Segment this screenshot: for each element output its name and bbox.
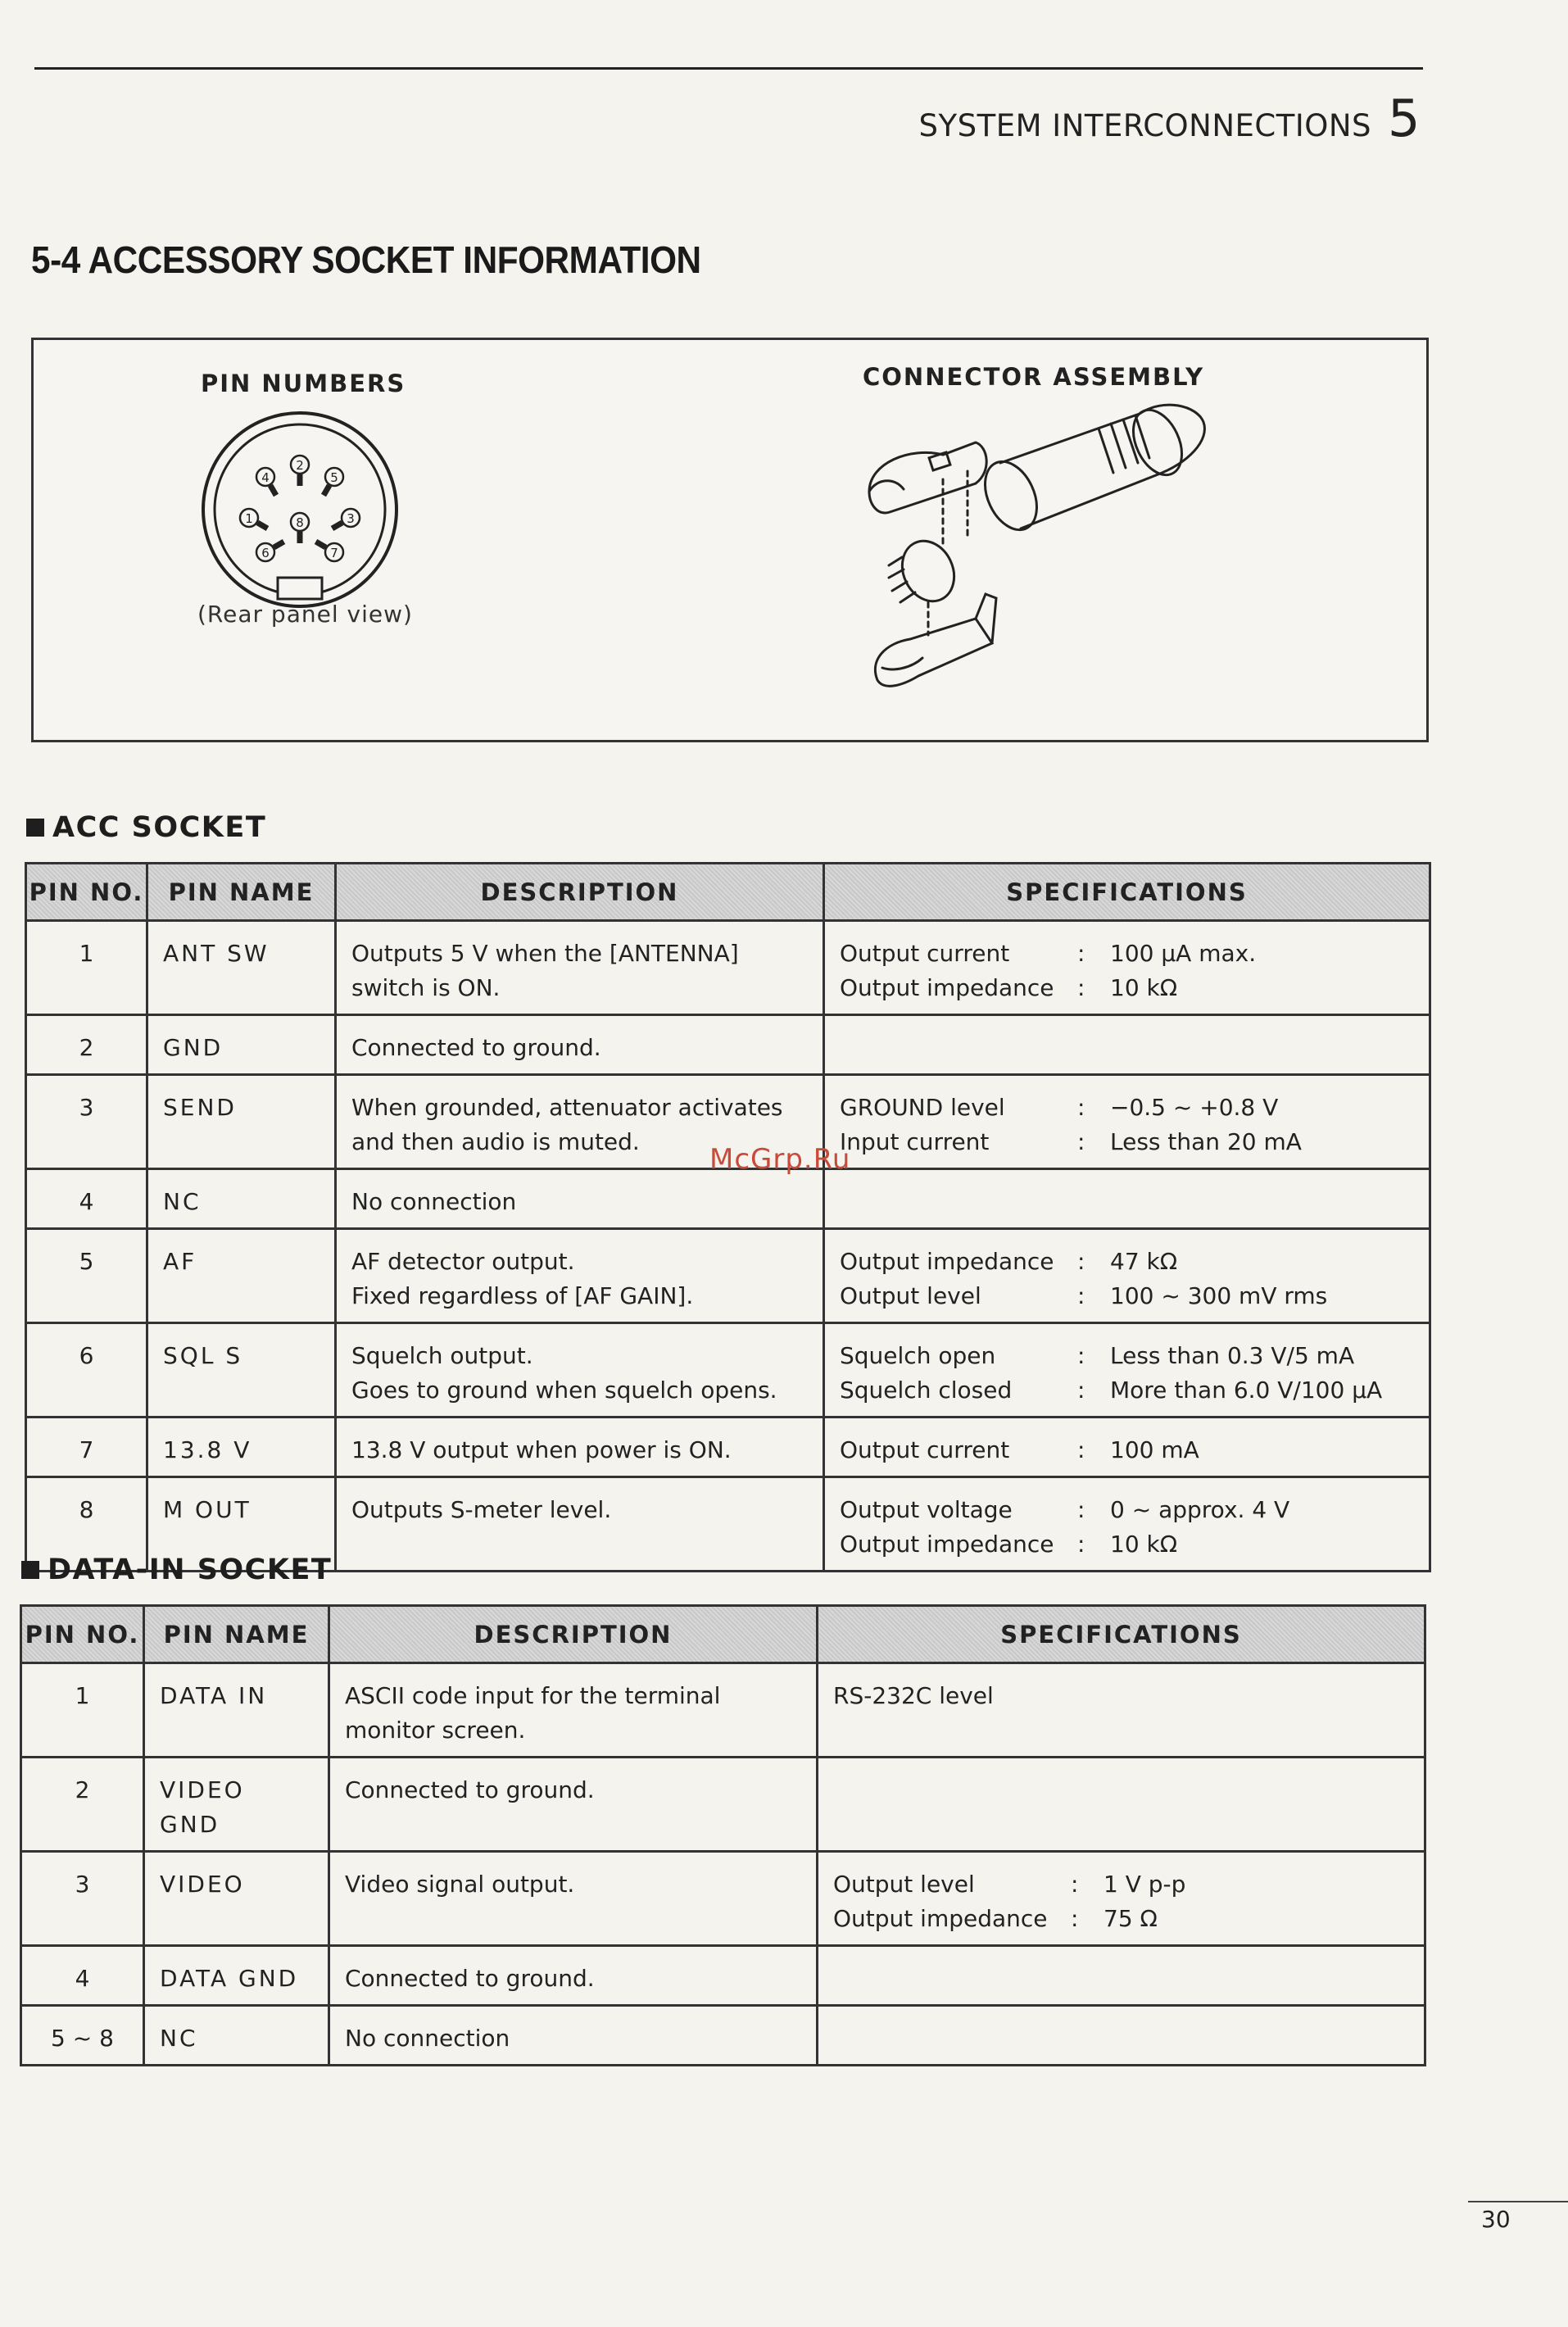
spec-colon: : xyxy=(1071,1871,1079,1898)
pin-number-cell: 8 xyxy=(26,1477,147,1572)
table-row xyxy=(26,921,1430,1015)
table-row xyxy=(26,1323,1430,1418)
spec-colon: : xyxy=(1077,1128,1085,1155)
description-line: Fixed regardless of [AF GAIN]. xyxy=(351,1282,694,1309)
description-cell xyxy=(336,921,824,1015)
spec-value: 1 V p-p xyxy=(1103,1871,1186,1898)
spec-value: 100 ~ 300 mV rms xyxy=(1110,1282,1328,1309)
square-bullet-icon xyxy=(26,819,44,837)
col-pin-no: PIN NO. xyxy=(26,864,147,921)
pin-3 xyxy=(332,509,360,528)
pin-6 xyxy=(256,542,284,561)
pin-number-cell: 2 xyxy=(21,1758,144,1852)
spec-colon: : xyxy=(1077,1342,1085,1369)
pin-number-cell: 7 xyxy=(26,1418,147,1477)
description-line: Outputs 5 V when the [ANTENNA] xyxy=(351,940,739,967)
spec-colon: : xyxy=(1077,1377,1085,1404)
din-socket-diagram xyxy=(189,399,410,620)
pin-number-cell: 6 xyxy=(26,1323,147,1418)
description-cell xyxy=(336,1418,824,1477)
description-line: Goes to ground when squelch opens. xyxy=(351,1377,777,1404)
chapter-number: 5 xyxy=(1388,88,1421,148)
spec-line xyxy=(833,1867,1409,1902)
specifications-cell xyxy=(824,1229,1430,1323)
pin-name-cell: SEND xyxy=(147,1075,336,1169)
spec-line xyxy=(840,1433,1414,1467)
table-row xyxy=(21,2006,1425,2066)
spec-line xyxy=(840,1493,1414,1527)
datain-socket-table xyxy=(20,1604,1426,2066)
spec-line xyxy=(840,1091,1414,1125)
spec-label: Output voltage xyxy=(840,1496,1013,1523)
spec-label: Output current xyxy=(840,1436,1010,1463)
specifications-cell xyxy=(818,1758,1425,1852)
specifications-cell xyxy=(818,2006,1425,2066)
description-cell xyxy=(336,1477,824,1572)
pin-number-label: 3 xyxy=(347,511,355,526)
pin-number-label: 7 xyxy=(330,546,338,560)
acc-header-row xyxy=(26,864,1430,921)
spec-line xyxy=(833,1902,1409,1936)
description-cell xyxy=(329,1663,818,1758)
description-line: Outputs S-meter level. xyxy=(351,1496,612,1523)
spec-value: −0.5 ~ +0.8 V xyxy=(1110,1094,1279,1121)
pin-number-label: 4 xyxy=(261,470,270,485)
specifications-cell xyxy=(824,1015,1430,1075)
spec-line xyxy=(840,1279,1414,1313)
pin-number-cell: 4 xyxy=(26,1169,147,1229)
spec-value: More than 6.0 V/100 μA xyxy=(1110,1377,1383,1404)
spec-label: Output level xyxy=(833,1871,975,1898)
pin-name-cell: SQL S xyxy=(147,1323,336,1418)
acc-socket-heading xyxy=(26,811,266,844)
description-cell xyxy=(329,1946,818,2006)
description-cell xyxy=(336,1323,824,1418)
description-cell xyxy=(329,1758,818,1852)
page-number: 30 xyxy=(1481,2206,1511,2233)
spec-colon: : xyxy=(1077,1436,1085,1463)
description-cell xyxy=(336,1015,824,1075)
table-row xyxy=(21,1852,1425,1946)
pin-name-cell: VIDEO GND xyxy=(144,1758,329,1852)
pin-number-label: 6 xyxy=(261,546,270,560)
col-specifications: SPECIFICATIONS xyxy=(818,1606,1425,1663)
pin-name-cell: GND xyxy=(147,1015,336,1075)
specifications-cell xyxy=(818,1663,1425,1758)
spec-line xyxy=(840,937,1414,971)
acc-socket-table xyxy=(25,862,1431,1572)
col-description: DESCRIPTION xyxy=(329,1606,818,1663)
spec-value: 75 Ω xyxy=(1103,1905,1158,1932)
description-line: AF detector output. xyxy=(351,1248,575,1275)
spec-line xyxy=(840,971,1414,1005)
table-row xyxy=(26,1418,1430,1477)
pin-2 xyxy=(291,456,309,486)
datain-socket-title: DATA-IN SOCKET xyxy=(48,1554,333,1586)
spec-line xyxy=(840,1373,1414,1408)
pin-8 xyxy=(291,513,309,543)
pin-7 xyxy=(315,542,343,561)
description-line: and then audio is muted. xyxy=(351,1128,640,1155)
spec-colon: : xyxy=(1077,1496,1085,1523)
pin-4 xyxy=(256,468,276,496)
spec-value: 10 kΩ xyxy=(1110,1531,1178,1558)
table-row xyxy=(21,1663,1425,1758)
description-line: switch is ON. xyxy=(351,974,501,1001)
description-line: Connected to ground. xyxy=(345,1776,595,1803)
specifications-cell xyxy=(818,1946,1425,2006)
acc-socket-title: ACC SOCKET xyxy=(52,811,267,844)
spec-line xyxy=(840,1527,1414,1562)
description-line: When grounded, attenuator activates xyxy=(351,1094,783,1121)
pin-number-label: 8 xyxy=(296,515,304,530)
description-cell xyxy=(329,2006,818,2066)
description-line: No connection xyxy=(351,1188,517,1215)
pin-number-cell: 4 xyxy=(21,1946,144,2006)
description-line: 13.8 V output when power is ON. xyxy=(351,1436,732,1463)
description-line: No connection xyxy=(345,2025,510,2052)
connector-assembly-label: CONNECTOR ASSEMBLY xyxy=(863,363,1205,391)
specifications-cell xyxy=(824,1323,1430,1418)
pin-name-cell: ANT SW xyxy=(147,921,336,1015)
spec-value: 47 kΩ xyxy=(1110,1248,1178,1275)
description-line: Connected to ground. xyxy=(345,1965,595,1992)
spec-label: Input current xyxy=(840,1128,990,1155)
spec-colon: : xyxy=(1077,1531,1085,1558)
col-pin-name: PIN NAME xyxy=(144,1606,329,1663)
specifications-cell xyxy=(824,1477,1430,1572)
spec-colon: : xyxy=(1077,1094,1085,1121)
pin-name-cell: 13.8 V xyxy=(147,1418,336,1477)
description-line: Connected to ground. xyxy=(351,1034,601,1061)
col-pin-name: PIN NAME xyxy=(147,864,336,921)
header-rule xyxy=(34,67,1423,70)
watermark: McGrp.Ru xyxy=(709,1143,851,1176)
pin-number-label: 2 xyxy=(296,458,304,473)
spec-label: GROUND level xyxy=(840,1094,1005,1121)
square-bullet-icon xyxy=(21,1561,39,1579)
pin-name-cell: NC xyxy=(147,1169,336,1229)
datain-socket-heading xyxy=(21,1554,332,1586)
spec-value: 100 mA xyxy=(1110,1436,1199,1463)
spec-line xyxy=(840,1339,1414,1373)
pin-number-label: 1 xyxy=(245,511,253,526)
description-cell xyxy=(336,1229,824,1323)
specifications-cell xyxy=(824,921,1430,1015)
description-line: monitor screen. xyxy=(345,1717,526,1744)
spec-label: Output impedance xyxy=(833,1905,1048,1932)
table-row xyxy=(21,1946,1425,2006)
col-description: DESCRIPTION xyxy=(336,864,824,921)
table-row xyxy=(21,1758,1425,1852)
spec-colon: : xyxy=(1077,1282,1085,1309)
section-title: 5-4 ACCESSORY SOCKET INFORMATION xyxy=(31,238,701,281)
description-line: Squelch output. xyxy=(351,1342,533,1369)
specifications-cell xyxy=(824,1418,1430,1477)
specifications-cell xyxy=(818,1852,1425,1946)
pin-name-cell: AF xyxy=(147,1229,336,1323)
spec-colon: : xyxy=(1077,940,1085,967)
pin-number-cell: 3 xyxy=(21,1852,144,1946)
description-line: Video signal output. xyxy=(345,1871,575,1898)
pin-numbers-label: PIN NUMBERS xyxy=(201,370,406,397)
pin-name-cell: VIDEO xyxy=(144,1852,329,1946)
spec-label: Output impedance xyxy=(840,1248,1054,1275)
spec-value: Less than 0.3 V/5 mA xyxy=(1110,1342,1355,1369)
pin-name-cell: DATA IN xyxy=(144,1663,329,1758)
rear-panel-caption: (Rear panel view) xyxy=(197,601,413,628)
spec-colon: : xyxy=(1077,1248,1085,1275)
spec-label: Output current xyxy=(840,940,1010,967)
pin-number-cell: 3 xyxy=(26,1075,147,1169)
pin-number-cell: 5 xyxy=(26,1229,147,1323)
connector-assembly-drawing xyxy=(853,397,1246,725)
spec-label: RS-232C level xyxy=(833,1682,994,1709)
diagram-box xyxy=(31,338,1429,742)
spec-label: Output level xyxy=(840,1282,981,1309)
specifications-cell xyxy=(824,1075,1430,1169)
pin-name-cell: M OUT xyxy=(147,1477,336,1572)
spec-value: 0 ~ approx. 4 V xyxy=(1110,1496,1290,1523)
spec-label: Output impedance xyxy=(840,974,1054,1001)
spec-label: Output impedance xyxy=(840,1531,1054,1558)
pin-number-cell: 1 xyxy=(26,921,147,1015)
pin-number-cell: 5 ~ 8 xyxy=(21,2006,144,2066)
spec-line xyxy=(840,1245,1414,1279)
running-header xyxy=(919,88,1421,148)
col-pin-no: PIN NO. xyxy=(21,1606,144,1663)
col-specifications: SPECIFICATIONS xyxy=(824,864,1430,921)
spec-value: Less than 20 mA xyxy=(1110,1128,1302,1155)
spec-colon: : xyxy=(1071,1905,1079,1932)
footer-rule xyxy=(1468,2201,1568,2202)
pin-number-cell: 2 xyxy=(26,1015,147,1075)
datain-header-row xyxy=(21,1606,1425,1663)
specifications-cell xyxy=(824,1169,1430,1229)
table-row xyxy=(26,1169,1430,1229)
chapter-title: SYSTEM INTERCONNECTIONS xyxy=(918,108,1372,143)
spec-line xyxy=(833,1679,1409,1713)
pin-name-cell: DATA GND xyxy=(144,1946,329,2006)
pin-number-cell: 1 xyxy=(21,1663,144,1758)
description-cell xyxy=(336,1169,824,1229)
table-row xyxy=(26,1015,1430,1075)
description-cell xyxy=(329,1852,818,1946)
spec-label: Squelch open xyxy=(840,1342,996,1369)
pin-1 xyxy=(240,509,268,528)
description-line: ASCII code input for the terminal xyxy=(345,1682,721,1709)
spec-value: 10 kΩ xyxy=(1110,974,1178,1001)
pin-name-cell: NC xyxy=(144,2006,329,2066)
table-row xyxy=(26,1229,1430,1323)
spec-line xyxy=(840,1125,1414,1159)
pin-number-label: 5 xyxy=(330,470,338,485)
spec-label: Squelch closed xyxy=(840,1377,1013,1404)
spec-colon: : xyxy=(1077,974,1085,1001)
pin-5 xyxy=(324,468,343,496)
spec-value: 100 μA max. xyxy=(1110,940,1257,967)
